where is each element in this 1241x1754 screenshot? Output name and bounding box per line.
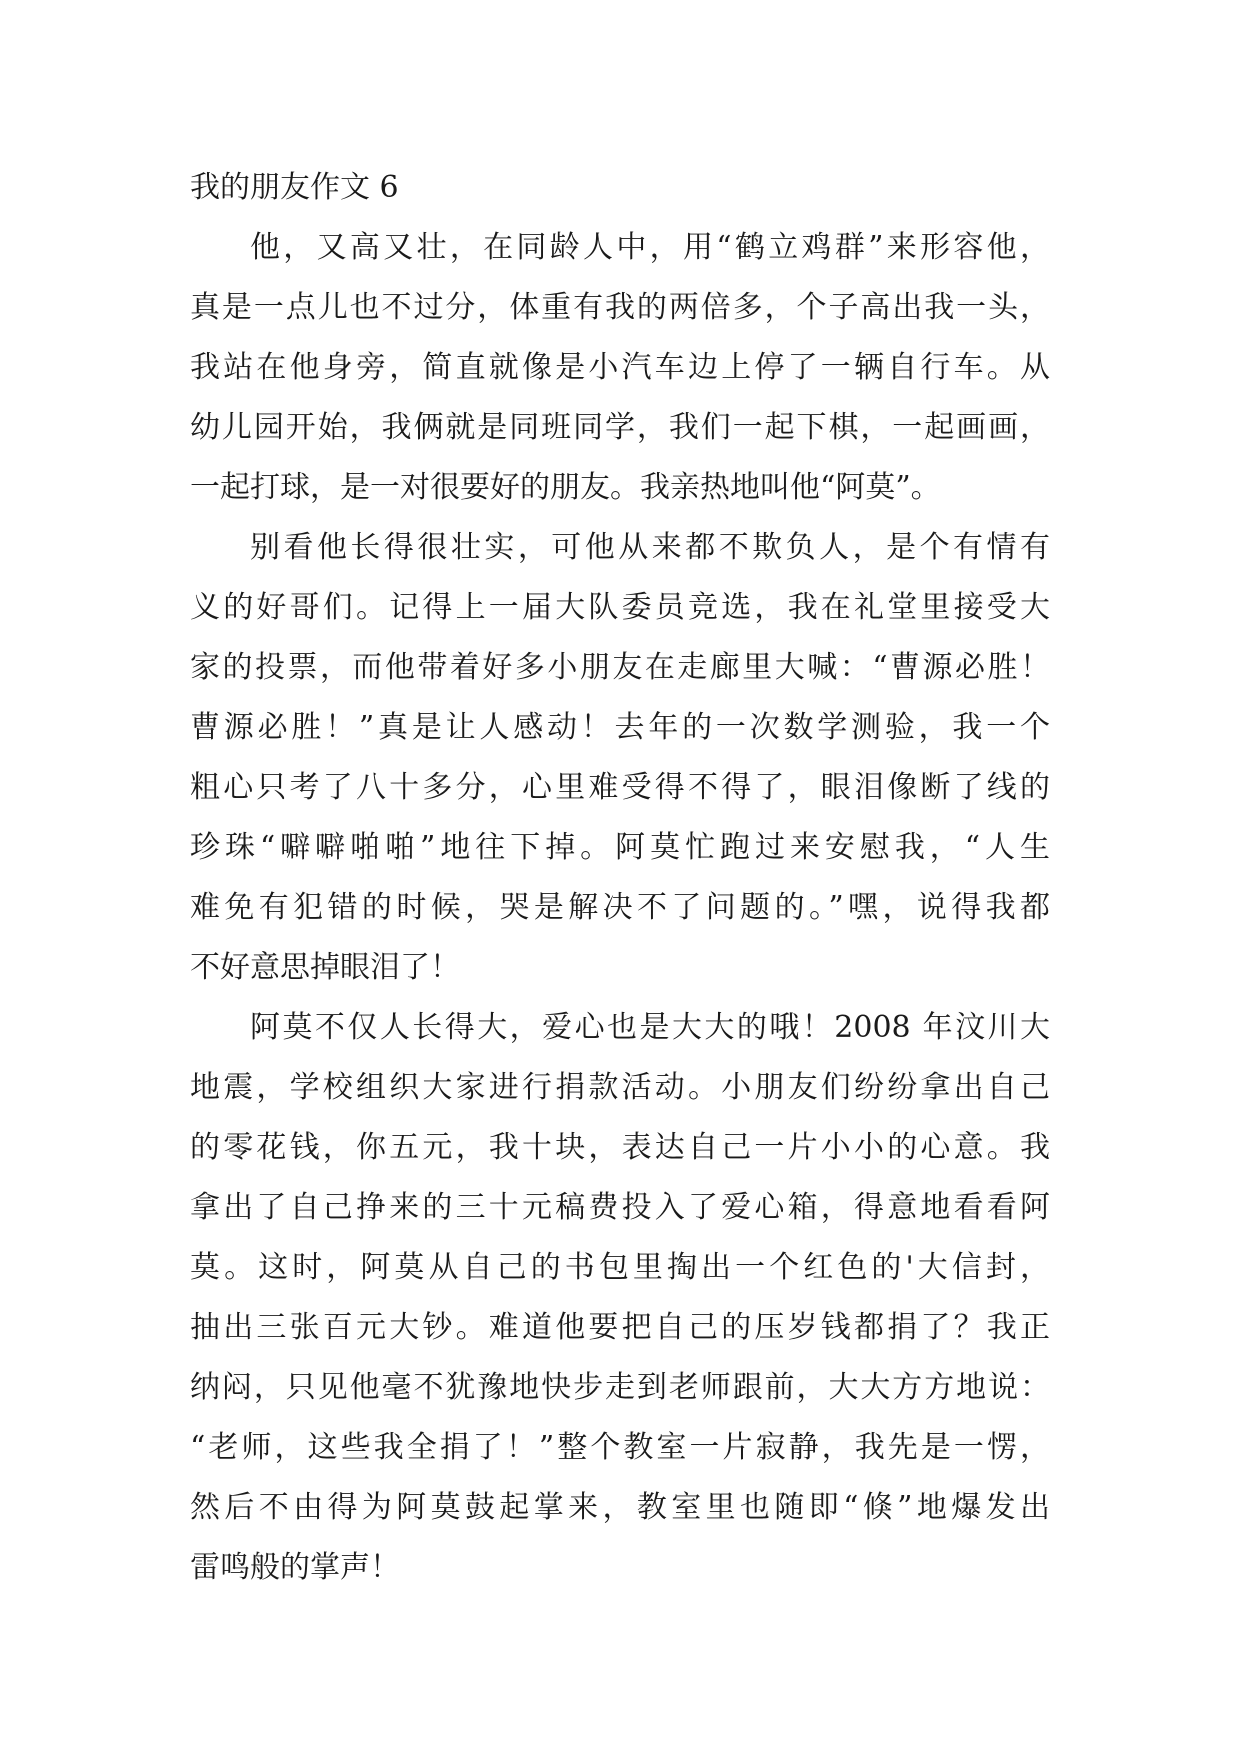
text-line: 别看他长得很壮实，可他从来都不欺负人，是个有情有: [250, 530, 1050, 565]
text-line: 然后不由得为阿莫鼓起掌来，教室里也随即“倏”地爆发出: [190, 1490, 1050, 1525]
text-line: 真是一点儿也不过分，体重有我的两倍多，个子高出我一头，: [190, 290, 1050, 325]
text-line: 义的好哥们。记得上一届大队委员竞选，我在礼堂里接受大: [190, 590, 1050, 625]
text-line: 粗心只考了八十多分，心里难受得不得了，眼泪像断了线的: [190, 770, 1050, 805]
text-line: 珍珠“噼噼啪啪”地往下掉。阿莫忙跑过来安慰我，“人生: [190, 830, 1050, 865]
paragraph: [190, 218, 1050, 518]
text-line: 抽出三张百元大钞。难道他要把自己的压岁钱都捐了？我正: [190, 1310, 1050, 1345]
text-line: 纳闷，只见他毫不犹豫地快步走到老师跟前，大大方方地说：: [190, 1370, 1050, 1405]
text-line: “老师，这些我全捐了！”整个教室一片寂静，我先是一愣，: [190, 1430, 1050, 1465]
document-body: [190, 158, 1050, 1598]
text-line: 不好意思掉眼泪了！: [190, 950, 460, 985]
paragraph-container: [190, 218, 1050, 1598]
text-line: 雷鸣般的掌声！: [190, 1550, 400, 1585]
text-line: 的零花钱，你五元，我十块，表达自己一片小小的心意。我: [190, 1130, 1050, 1165]
document-title: 我的朋友作文 6: [190, 170, 399, 205]
text-line: 他，又高又壮，在同龄人中，用“鹤立鸡群”来形容他，: [250, 230, 1050, 265]
text-line: 家的投票，而他带着好多小朋友在走廊里大喊：“曹源必胜！: [190, 650, 1050, 685]
text-line: 难免有犯错的时候，哭是解决不了问题的。”嘿，说得我都: [190, 890, 1050, 925]
text-line: 地震，学校组织大家进行捐款活动。小朋友们纷纷拿出自己: [190, 1070, 1050, 1105]
text-line: 拿出了自己挣来的三十元稿费投入了爱心箱，得意地看看阿: [190, 1190, 1050, 1225]
paragraph: [190, 998, 1050, 1598]
text-line: 莫。这时，阿莫从自己的书包里掏出一个红色的'大信封，: [190, 1250, 1050, 1285]
text-line: 一起打球，是一对很要好的朋友。我亲热地叫他“阿莫”。: [190, 470, 941, 505]
text-line: 曹源必胜！”真是让人感动！去年的一次数学测验，我一个: [190, 710, 1050, 745]
text-line: 阿莫不仅人长得大，爱心也是大大的哦！2008 年汶川大: [250, 1010, 1050, 1045]
paragraph: [190, 518, 1050, 998]
text-line: 我站在他身旁，简直就像是小汽车边上停了一辆自行车。从: [190, 350, 1050, 385]
text-line: 幼儿园开始，我俩就是同班同学，我们一起下棋，一起画画，: [190, 410, 1050, 445]
